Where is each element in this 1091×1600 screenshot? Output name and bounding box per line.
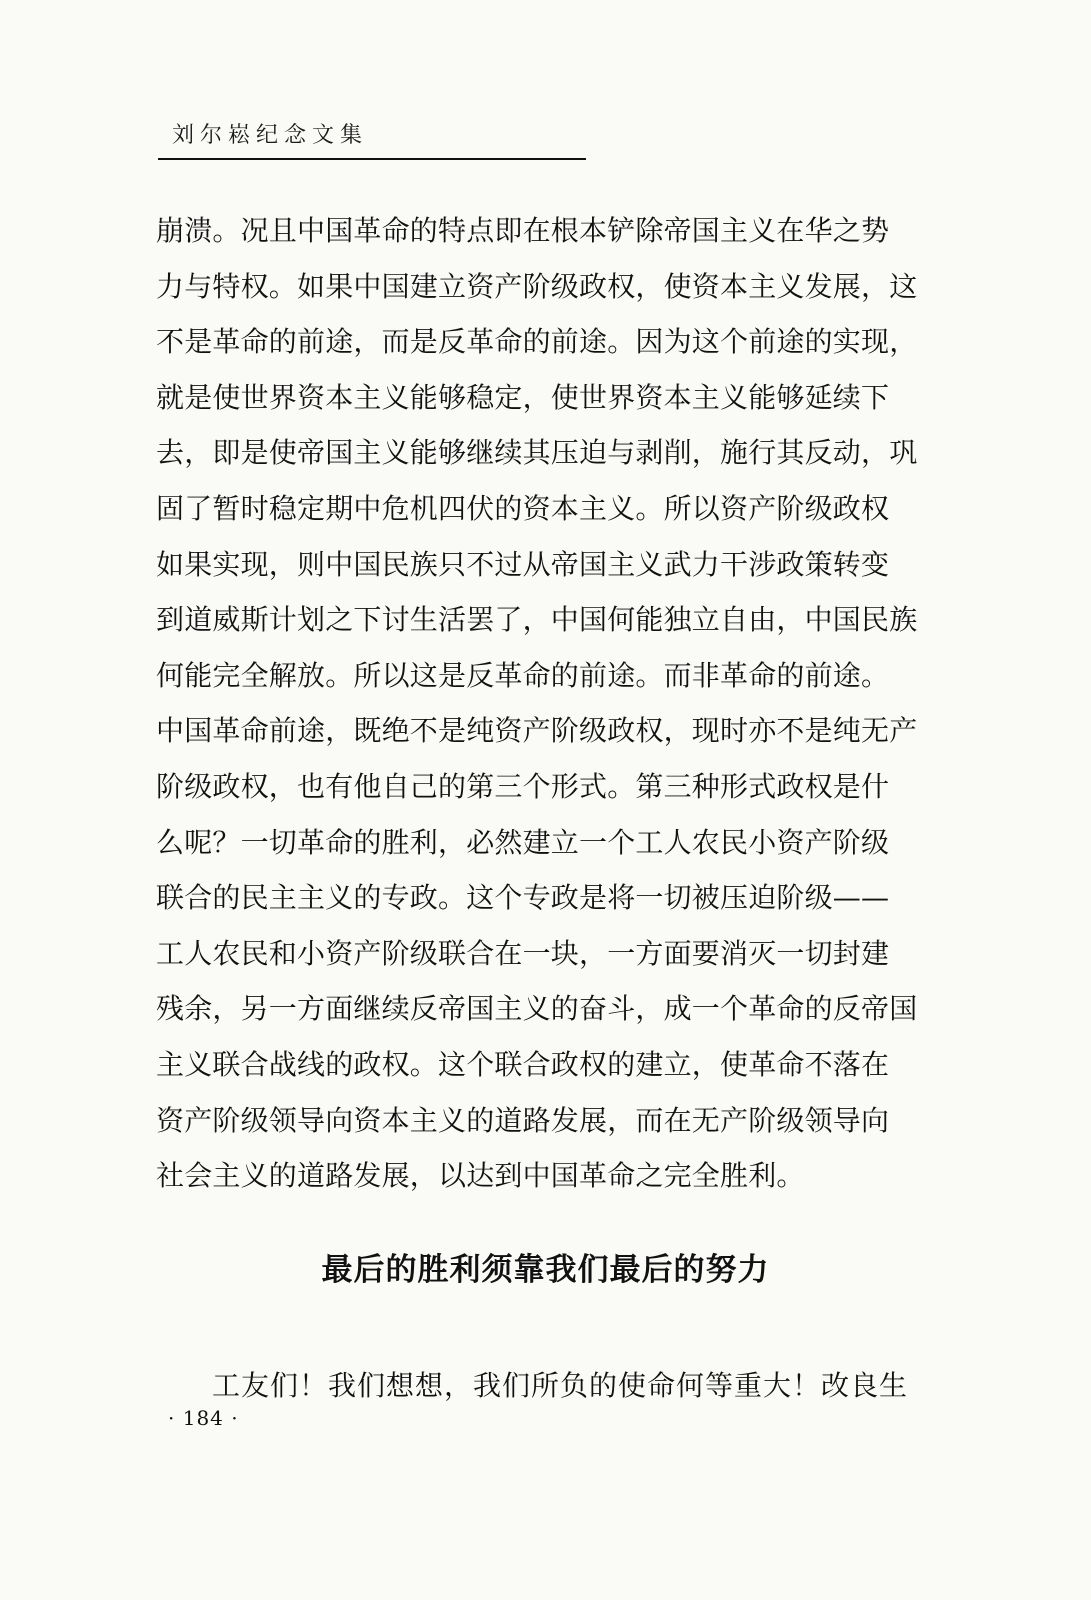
text-line: 到道威斯计划之下讨生活罢了，中国何能独立自由，中国民族 — [156, 603, 918, 637]
text-line: 崩溃。况且中国革命的特点即在根本铲除帝国主义在华之势 — [156, 214, 890, 247]
running-header-title: 刘尔崧纪念文集 — [172, 123, 369, 148]
text-line: 如果实现，则中国民族只不过从帝国主义武力干涉政策转变 — [156, 547, 890, 581]
text-line: 工人农民和小资产阶级联合在一块，一方面要消灭一切封建 — [156, 936, 890, 970]
text-line: 主义联合战线的政权。这个联合政权的建立，使革命不落在 — [156, 1047, 890, 1081]
text-line: 残余，另一方面继续反帝国主义的奋斗，成一个革命的反帝国 — [156, 992, 918, 1026]
header-rule — [158, 158, 586, 160]
section-first-line: 工友们！我们想想，我们所负的使命何等重大！改良生 — [212, 1369, 909, 1402]
text-line: 社会主义的道路发展，以达到中国革命之完全胜利。 — [156, 1159, 805, 1193]
text-line: 资产阶级领导向资本主义的道路发展，而在无产阶级领导向 — [156, 1103, 890, 1137]
text-line: 联合的民主主义的专政。这个专政是将一切被压迫阶级—— — [156, 881, 890, 915]
body-text — [156, 203, 956, 1204]
text-line: 去，即是使帝国主义能够继续其压迫与剥削，施行其反动，巩 — [156, 436, 918, 470]
page-number: · 184 · — [168, 1406, 239, 1430]
text-line: 么呢？一切革命的胜利，必然建立一个工人农民小资产阶级 — [156, 825, 890, 859]
text-line: 力与特权。如果中国建立资产阶级政权，使资本主义发展，这 — [156, 269, 918, 303]
text-line: 不是革命的前途，而是反革命的前途。因为这个前途的实现， — [156, 325, 918, 359]
text-line: 何能完全解放。所以这是反革命的前途。而非革命的前途。 — [156, 658, 890, 692]
text-line: 阶级政权，也有他自己的第三个形式。第三种形式政权是什 — [156, 769, 890, 803]
text-line: 中国革命前途，既绝不是纯资产阶级政权，现时亦不是纯无产 — [156, 714, 918, 748]
section-title: 最后的胜利须靠我们最后的努力 — [321, 1252, 770, 1288]
text-line: 固了暂时稳定期中危机四伏的资本主义。所以资产阶级政权 — [156, 491, 890, 525]
text-line: 就是使世界资本主义能够稳定，使世界资本主义能够延续下 — [156, 380, 890, 414]
